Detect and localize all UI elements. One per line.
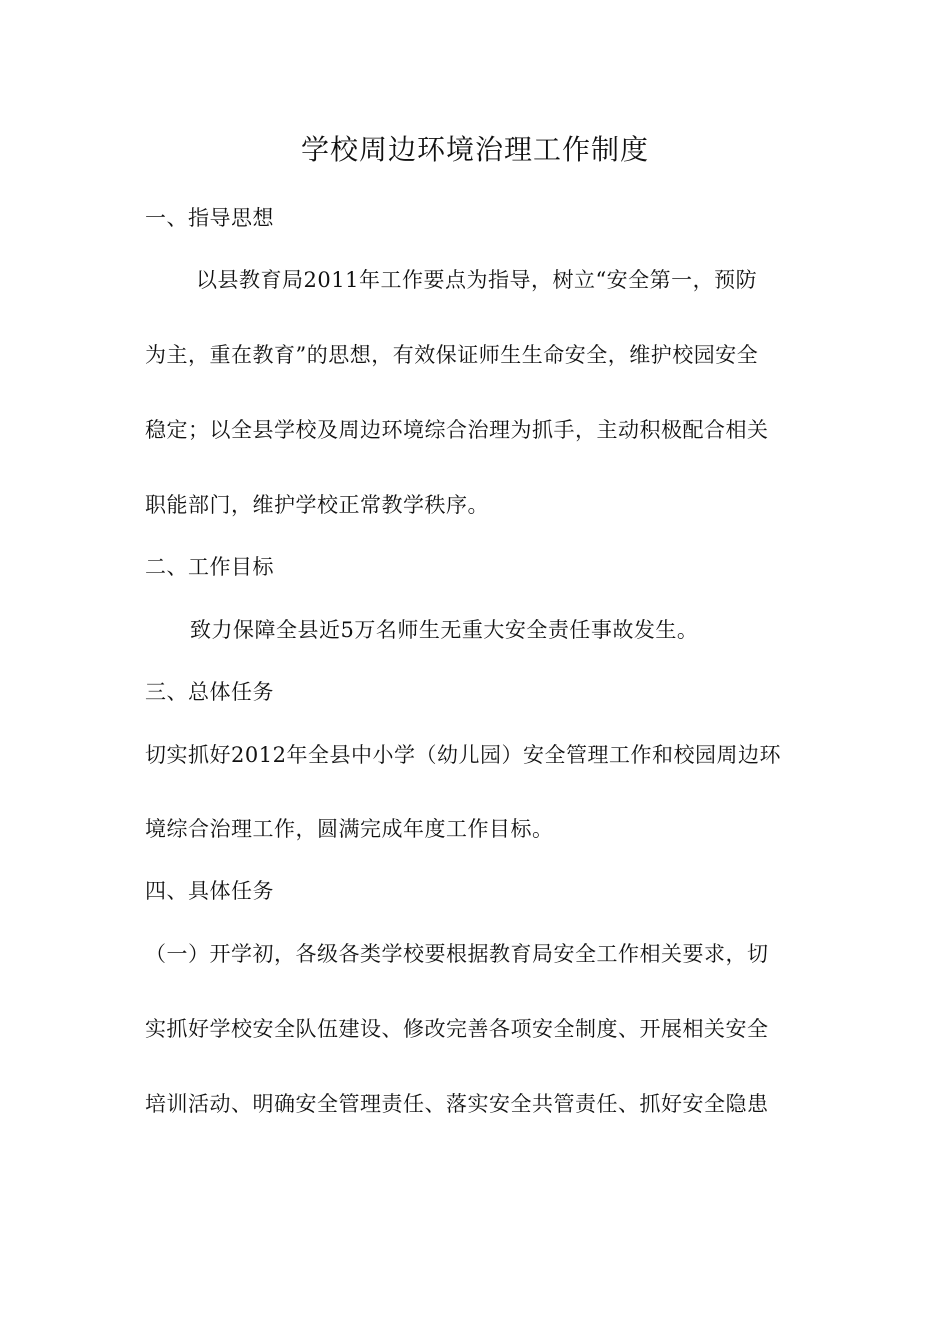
paragraph-line: 致力保障全县近5万名师生无重大安全责任事故发生。 (190, 618, 699, 642)
paragraph-line: 为主，重在教育”的思想，有效保证师生生命安全，维护校园安全 (145, 343, 759, 367)
paragraph-line: 境综合治理工作，圆满完成年度工作目标。 (145, 817, 554, 841)
paragraph-line: 以县教育局2011年工作要点为指导，树立“安全第一，预防 (196, 268, 758, 292)
section-heading-specific-tasks: 四、具体任务 (145, 879, 274, 903)
section-heading-overall-tasks: 三、总体任务 (145, 680, 274, 704)
section-heading-work-goals: 二、工作目标 (145, 555, 274, 579)
paragraph-line: （一）开学初，各级各类学校要根据教育局安全工作相关要求，切 (145, 942, 769, 966)
document-title: 学校周边环境治理工作制度 (300, 133, 649, 166)
paragraph-line: 切实抓好2012年全县中小学（幼儿园）安全管理工作和校园周边环 (145, 743, 781, 767)
paragraph-line: 稳定；以全县学校及周边环境综合治理为抓手，主动积极配合相关 (145, 418, 769, 442)
paragraph-line: 职能部门，维护学校正常教学秩序。 (145, 493, 489, 517)
section-heading-guiding-thought: 一、指导思想 (145, 206, 274, 230)
paragraph-line: 实抓好学校安全队伍建设、修改完善各项安全制度、开展相关安全 (145, 1017, 769, 1041)
paragraph-line: 培训活动、明确安全管理责任、落实安全共管责任、抓好安全隐患 (145, 1092, 769, 1116)
